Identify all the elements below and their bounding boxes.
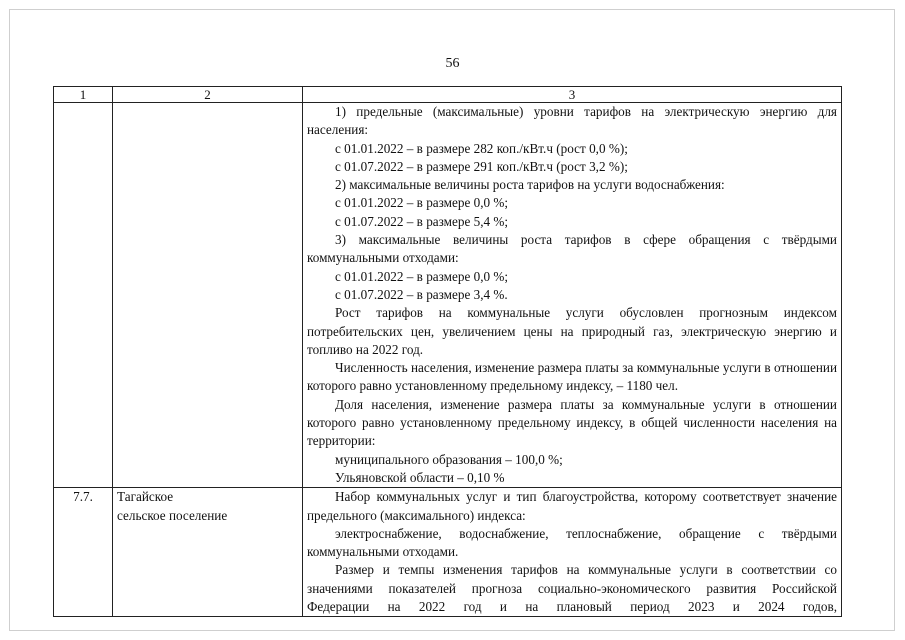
paragraph: муниципального образования – 100,0 %; bbox=[335, 451, 563, 467]
paragraph: 1) предельные (максимальные) уровни тарифов на электрическую энергию для населения: bbox=[307, 104, 837, 138]
header-col-2: 2 bbox=[113, 87, 303, 103]
paragraph: с 01.07.2022 – в размере 3,4 %. bbox=[335, 286, 508, 302]
table-row bbox=[54, 103, 842, 488]
row-name-cell bbox=[113, 488, 303, 617]
paragraph: Рост тарифов на коммунальные услуги обусловлен прогнозным индексом потребительских цен, увеличением цены на природный газ, электрическую энергию и топливо на 2022 год. bbox=[307, 305, 837, 357]
paragraph: с 01.01.2022 – в размере 0,0 %; bbox=[335, 195, 509, 211]
paragraph: электроснабжение, водоснабжение, теплоснабжение, обращение с твёрдыми коммунальными отходами. bbox=[307, 525, 837, 560]
paragraph: с 01.01.2022 – в размере 282 коп./кВт.ч (рост 0,0 %); bbox=[335, 140, 628, 156]
paragraph: Ульяновской области – 0,10 % bbox=[335, 469, 505, 485]
table-header-row bbox=[54, 87, 842, 103]
paragraph: 3) максимальные величины роста тарифов в сфере обращения с твёрдыми коммунальными отходами: bbox=[307, 232, 837, 266]
row-content-cell bbox=[303, 103, 842, 488]
paragraph: Размер и темпы изменения тарифов на коммунальные услуги в соответствии со значениями показателей прогноза социально-экономического развития Российской Федерации на 2022 год и на плановый период 2023 и 2024 годов, bbox=[307, 562, 837, 615]
row-number-cell bbox=[54, 103, 113, 488]
paragraph: с 01.07.2022 – в размере 5,4 %; bbox=[335, 213, 509, 229]
settlement-name-line: сельское поселение bbox=[117, 507, 228, 523]
page-number: 56 bbox=[445, 56, 460, 71]
table-row bbox=[54, 488, 842, 617]
header-col-3: 3 bbox=[303, 87, 842, 103]
header-col-1: 1 bbox=[54, 87, 113, 103]
document-table bbox=[53, 86, 842, 617]
row-number-cell: 7.7. bbox=[54, 488, 113, 617]
paragraph: Численность населения, изменение размера платы за коммунальные услуги в отношении которого равно установленному предельному индексу, – 1180 чел. bbox=[307, 360, 837, 394]
paragraph: 2) максимальные величины роста тарифов на услуги водоснабжения: bbox=[335, 177, 725, 193]
paragraph: с 01.07.2022 – в размере 291 коп./кВт.ч (рост 3,2 %); bbox=[335, 158, 628, 174]
settlement-name-line: Тагайское bbox=[117, 489, 174, 505]
paragraph: Доля населения, изменение размера платы за коммунальные услуги в отношении которого равно установленному предельному индексу, в общей численности населения на территории: bbox=[307, 396, 837, 449]
row-name-cell bbox=[113, 103, 303, 488]
paragraph: Набор коммунальных услуг и тип благоустройства, которому соответствует значение предельного (максимального) индекса: bbox=[307, 489, 837, 523]
paragraph: с 01.01.2022 – в размере 0,0 %; bbox=[335, 268, 509, 284]
row-content-cell bbox=[303, 488, 842, 617]
